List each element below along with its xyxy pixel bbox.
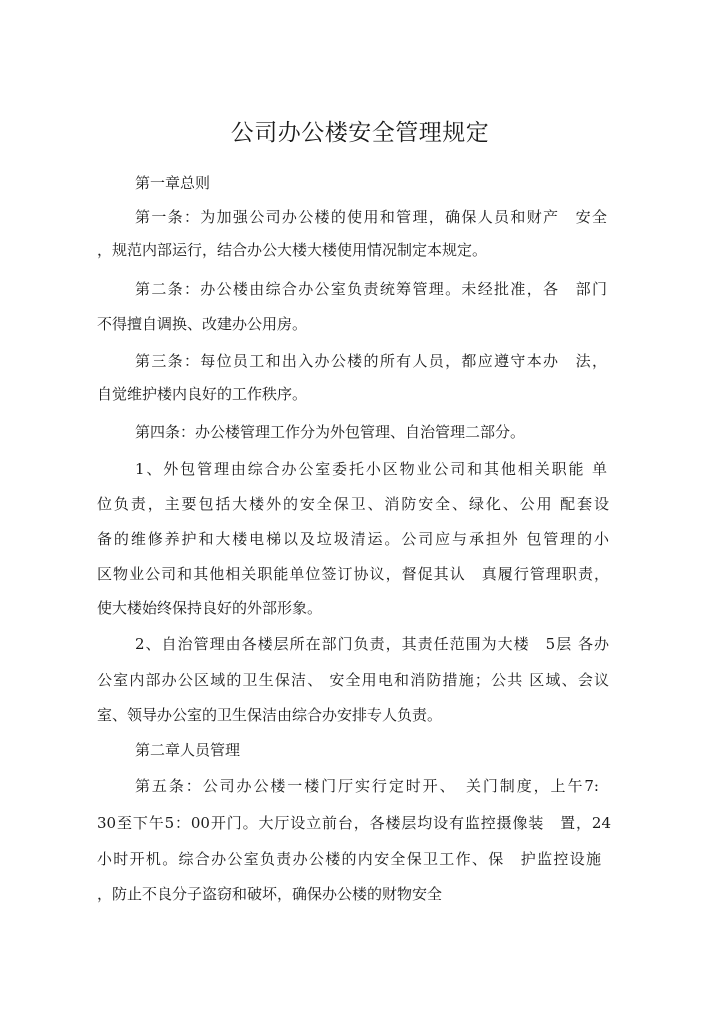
item-1-line-5: 使大楼始终保持良好的外部形象。: [97, 599, 323, 617]
article-5-line-2: 30至下午5：00开门。大厅设立前台，各楼层均设有监控摄像装 置，24: [97, 814, 611, 832]
item-1-line-1: 1、外包管理由综合办公室委托小区物业公司和其他相关职能 单: [135, 460, 607, 478]
chapter-1-heading: 第一章总则: [135, 174, 211, 192]
item-1-line-4: 区物业公司和其他相关职能单位签订协议，督促其认 真履行管理职责，: [97, 565, 609, 583]
article-4-line-1: 第四条：办公楼管理工作分为外包管理、自治管理二部分。: [135, 423, 526, 441]
article-3-line-1: 第三条：每位员工和出入办公楼的所有人员，都应遵守本办 法，: [135, 352, 607, 370]
item-2-line-2: 公室内部办公区域的卫生保洁、 安全用电和消防措施；公共 区域、会议: [97, 671, 609, 689]
article-2-line-2: 不得擅自调换、改建办公用房。: [97, 315, 308, 333]
item-2-line-1: 2、自治管理由各楼层所在部门负责，其责任范围为大楼 5层 各办: [135, 635, 609, 653]
article-5-line-4: ，防止不良分子盗窃和破坏，确保办公楼的财物安全: [97, 885, 443, 903]
document-title: 公司办公楼安全管理规定: [230, 120, 490, 146]
article-2-line-1: 第二条：办公楼由综合办公室负责统筹管理。未经批准，各 部门: [135, 280, 607, 298]
article-1-line-1: 第一条：为加强公司办公楼的使用和管理，确保人员和财产 安全: [135, 208, 607, 226]
item-1-line-3: 备的维修养护和大楼电梯以及垃圾清运。公司应与承担外 包管理的小: [97, 530, 609, 548]
item-2-line-3: 室、领导办公室的卫生保洁由综合办安排专人负责。: [97, 706, 443, 724]
article-3-line-2: 自觉维护楼内良好的工作秩序。: [97, 385, 308, 403]
article-5-line-1: 第五条：公司办公楼一楼门厅实行定时开、 关门制度，上午7:: [135, 777, 599, 795]
item-1-line-2: 位负责，主要包括大楼外的安全保卫、消防安全、绿化、公用 配套设: [97, 495, 609, 513]
chapter-2-heading: 第二章人员管理: [135, 741, 241, 759]
article-1-line-2: ，规范内部运行，结合办公大楼大楼使用情况制定本规定。: [97, 241, 488, 259]
article-5-line-3: 小时开机。综合办公室负责办公楼的内安全保卫工作、保 护监控设施: [97, 850, 601, 868]
